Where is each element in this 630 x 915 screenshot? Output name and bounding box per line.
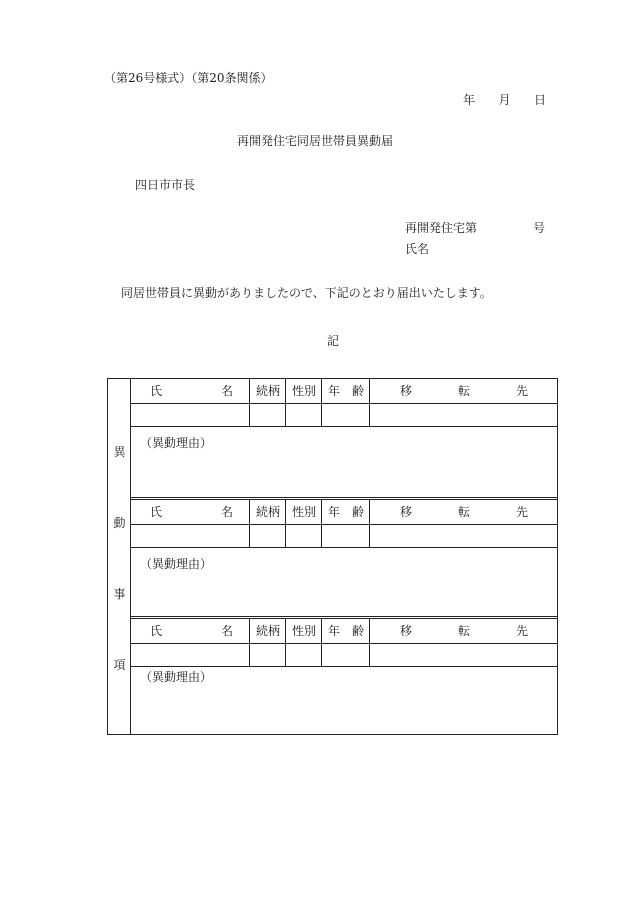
header-relation: 続柄 <box>256 384 281 398</box>
header-gender: 性別 <box>292 505 317 519</box>
header-relation: 続柄 <box>256 624 281 638</box>
ki-heading: 記 <box>326 334 339 348</box>
header-age-a: 年 <box>328 624 341 638</box>
header-age-a: 年 <box>328 505 341 519</box>
name-cell[interactable] <box>131 525 249 547</box>
header-age-b: 齢 <box>352 505 365 519</box>
date-line <box>463 93 546 107</box>
header-dest-b: 転 <box>458 505 471 519</box>
age-cell[interactable] <box>321 404 369 426</box>
gender-cell[interactable] <box>285 525 321 547</box>
entry-row <box>131 524 557 548</box>
header-gender: 性別 <box>292 624 317 638</box>
reason-label: （異動理由） <box>140 436 213 450</box>
header-age-b: 齢 <box>352 384 365 398</box>
header-name-a: 氏 <box>150 505 163 519</box>
applicant-name-label: 氏名 <box>405 242 430 256</box>
housing-label: 再開発住宅第 <box>405 221 478 235</box>
header-dest-a: 移 <box>400 505 413 519</box>
header-row <box>131 619 557 643</box>
header-name-a: 氏 <box>150 624 163 638</box>
header-name-b: 名 <box>221 505 234 519</box>
side-label-column <box>108 379 131 734</box>
header-relation: 続柄 <box>256 505 281 519</box>
header-age-b: 齢 <box>352 624 365 638</box>
gender-cell[interactable] <box>285 404 321 426</box>
name-cell[interactable] <box>131 644 249 666</box>
age-cell[interactable] <box>321 525 369 547</box>
addressee: 四日市市長 <box>135 178 196 192</box>
destination-cell[interactable] <box>369 525 557 547</box>
header-dest-c: 先 <box>516 624 529 638</box>
side-label-char: 異 <box>113 445 126 459</box>
header-row <box>131 379 557 403</box>
header-name-b: 名 <box>221 624 234 638</box>
reason-label: （異動理由） <box>140 670 213 684</box>
header-name-a: 氏 <box>150 384 163 398</box>
header-age-a: 年 <box>328 384 341 398</box>
side-label-char: 事 <box>113 587 126 601</box>
header-dest-c: 先 <box>516 384 529 398</box>
change-entry <box>131 500 557 616</box>
header-dest-b: 転 <box>458 384 471 398</box>
change-entry <box>131 379 557 497</box>
destination-cell[interactable] <box>369 404 557 426</box>
entry-row <box>131 643 557 667</box>
document-title: 再開発住宅同居世帯員異動届 <box>236 134 393 148</box>
relation-cell[interactable] <box>249 525 285 547</box>
change-entry <box>131 619 557 734</box>
change-details-table <box>107 378 558 735</box>
header-dest-c: 先 <box>516 505 529 519</box>
date-month-label: 月 <box>498 93 511 107</box>
header-dest-a: 移 <box>400 384 413 398</box>
header-dest-a: 移 <box>400 624 413 638</box>
gender-cell[interactable] <box>285 644 321 666</box>
relation-cell[interactable] <box>249 404 285 426</box>
age-cell[interactable] <box>321 644 369 666</box>
form-number-label: （第26号様式）（第20条関係） <box>104 71 273 85</box>
header-name-b: 名 <box>221 384 234 398</box>
housing-number-suffix: 号 <box>533 221 546 235</box>
entry-row <box>131 403 557 427</box>
header-dest-b: 転 <box>458 624 471 638</box>
destination-cell[interactable] <box>369 644 557 666</box>
name-cell[interactable] <box>131 404 249 426</box>
date-day-label: 日 <box>533 93 546 107</box>
relation-cell[interactable] <box>249 644 285 666</box>
header-gender: 性別 <box>292 384 317 398</box>
reason-label: （異動理由） <box>140 557 213 571</box>
header-row <box>131 500 557 524</box>
side-label-char: 動 <box>113 516 126 530</box>
date-year-label: 年 <box>463 93 476 107</box>
statement-text: 同居世帯員に異動がありましたので、下記のとおり届出いたします。 <box>121 286 492 300</box>
side-label-char: 項 <box>113 658 126 672</box>
